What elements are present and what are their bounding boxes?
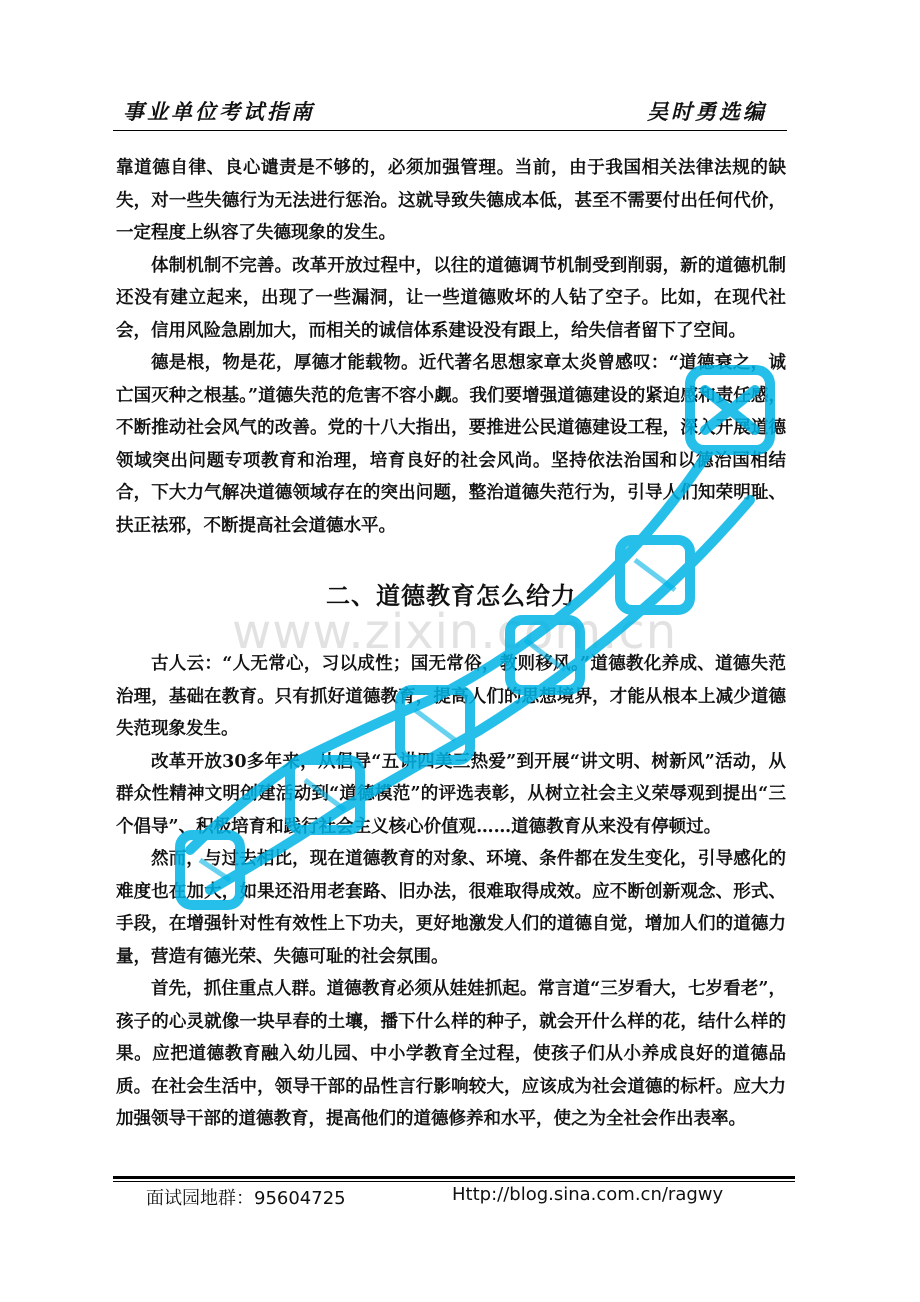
page-header <box>113 92 787 131</box>
watermark-site-text: www.zixin.com.cn <box>232 604 678 660</box>
paragraph: 德是根，物是花，厚德才能载物。近代著名思想家章太炎曾感叹：“道德衰之，诚亡国灭种之根基。”道德失范的危害不容小觑。我们要增强道德建设的紧迫感和责任感，不断推动社会风气的改善。党的十八大指出，要推进公民道德建设工程，深入开展道德领域突出问题专项教育和治理，培育良好的社会风尚。坚持依法治国和以德治国相结合，下大力气解决道德领域存在的突出问题，整治道德失范行为，引导人们知荣明耻、扶正祛邪，不断提高社会道德水平。 <box>116 353 786 536</box>
footer-rule-thin <box>113 1181 795 1182</box>
footer-blog-link[interactable]: Http://blog.sina.com.cn/ragwy <box>452 1184 724 1205</box>
paragraph: 古人云：“人无常心，习以成性；国无常俗，教则移风。”道德教化养成、道德失范治理，基础在教育。只有抓好道德教育，提高人们的思想境界，才能从根本上减少道德失范现象发生。 <box>116 654 786 739</box>
header-left-title: 事业单位考试指南 <box>123 99 315 124</box>
section-heading: 二、道德教育怎么给力 <box>326 582 576 610</box>
body-text-top <box>116 152 786 542</box>
paragraph: 体制机制不完善。改革开放过程中，以往的道德调节机制受到削弱，新的道德机制还没有建立起来，出现了一些漏洞，让一些道德败坏的人钻了空子。比如，在现代社会，信用风险急剧加大，而相关的诚信体系建设没有跟上，给失信者留下了空间。 <box>116 255 786 341</box>
body-text-bottom <box>116 648 786 1136</box>
footer-rule-thick <box>113 1176 795 1179</box>
header-right-title: 吴时勇选编 <box>647 99 767 124</box>
paragraph: 首先，抓住重点人群。道德教育必须从娃娃抓起。常言道“三岁看大，七岁看老”，孩子的心灵就像一块早春的土壤，播下什么样的种子，就会开什么样的花，结什么样的果。应把道德教育融入幼儿园、中小学教育全过程，使孩子们从小养成良好的道德品质。在社会生活中，领导干部的品性言行影响较大，应该成为社会道德的标杆。应大力加强领导干部的道德教育，提高他们的道德修养和水平，使之为全社会作出表率。 <box>116 979 786 1129</box>
paragraph: 靠道德自律、良心谴责是不够的，必须加强管理。当前，由于我国相关法律法规的缺失，对一些失德行为无法进行惩治。这就导致失德成本低，甚至不需要付出任何代价，一定程度上纵容了失德现象的发生。 <box>116 158 786 243</box>
paragraph: 然而，与过去相比，现在道德教育的对象、环境、条件都在发生变化，引导感化的难度也在加大，如果还沿用老套路、旧办法，很难取得成效。应不断创新观念、形式、手段，在增强针对性有效性上下功夫，更好地激发人们的道德自觉，增加人们的道德力量，营造有德光荣、失德可耻的社会氛围。 <box>116 849 786 967</box>
footer-group-text: 面试园地群：95604725 <box>146 1188 346 1209</box>
paragraph: 改革开放30多年来，从倡导“五讲四美三热爱”到开展“讲文明、树新风”活动，从群众性精神文明创建活动到“道德模范”的评选表彰，从树立社会主义荣辱观到提出“三个倡导”、积极培育和践行社会主义核心价值观……道德教育从来没有停顿过。 <box>116 751 786 837</box>
